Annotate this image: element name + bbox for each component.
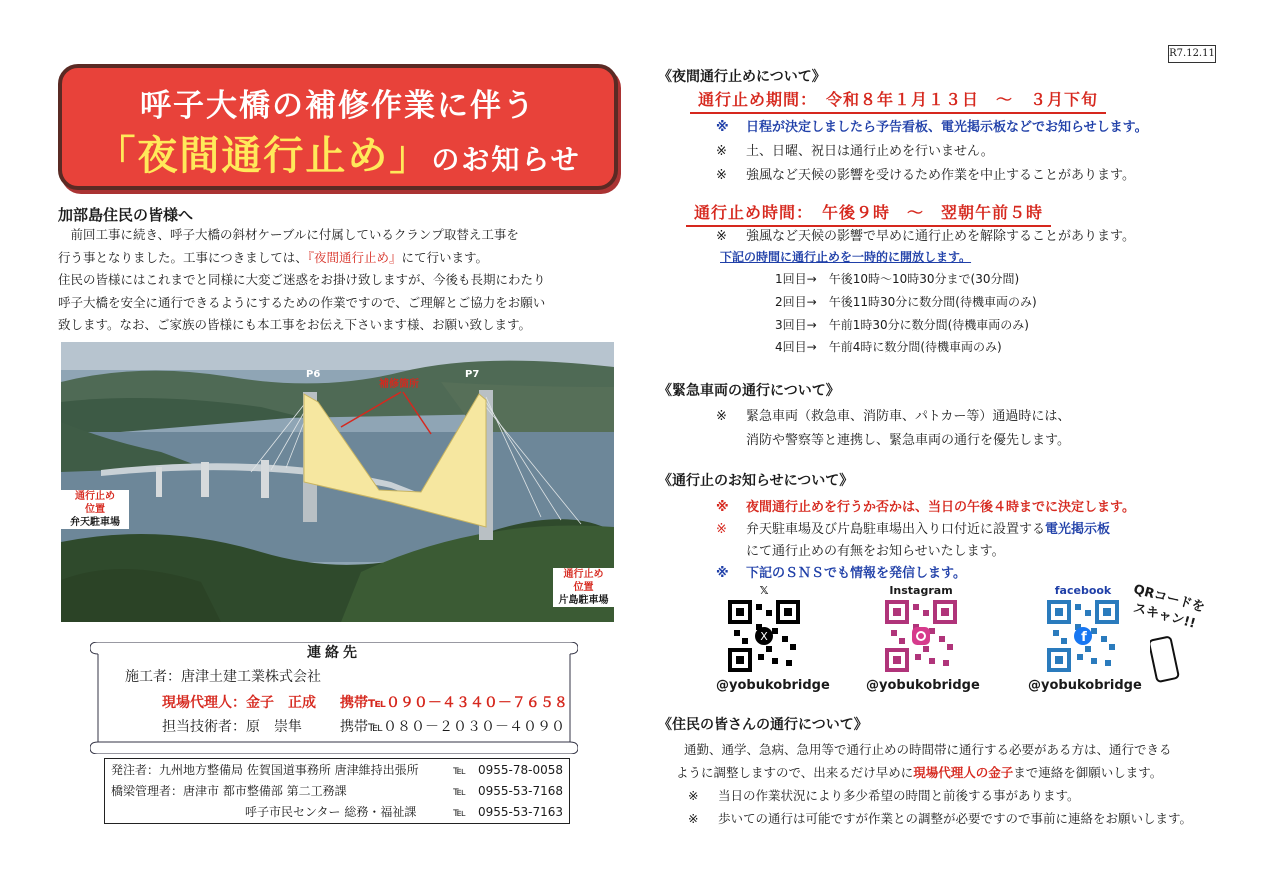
intro-line: 前回工事に続き、呼子大橋の斜材ケーブルに付属しているクランプ取替え工事を (70, 227, 519, 242)
greeting: 加部島住民の皆様へ (58, 206, 194, 224)
contact-box (90, 642, 578, 754)
sns-facebook[interactable] (1028, 584, 1142, 693)
notice-heading: 《通行止のお知らせについて》 (658, 473, 854, 489)
title-line-1: 呼子大橋の補修作業に伴う (140, 88, 536, 124)
left-closure-label: 通行止め 位置 弁天駐車場 (61, 490, 129, 529)
notice-line: ※ 夜間通行止めを行うか否かは、当日の午後４時までに決定します。 (716, 500, 1135, 515)
smartphone-icon (1150, 636, 1180, 686)
svg-text:X: X (760, 630, 768, 643)
issuer-row: 呼子市民センター 総務・福祉課 (245, 805, 417, 819)
residents-note: ※ 当日の作業状況により多少希望の時間と前後する事があります。 (688, 788, 1080, 803)
closure-period: 通行止め期間： 令和８年１月１３日 ～ ３月下旬 (690, 87, 1106, 114)
bridge-photo (61, 342, 614, 622)
scan-prompt: QRコードを スキャン!! (1131, 582, 1207, 632)
night-note: ※ 強風など天候の影響を受けるため作業を中止することがあります。 (716, 168, 1135, 183)
contact-title: 連絡先 (307, 645, 361, 661)
qr-code-facebook[interactable] (1047, 600, 1119, 672)
engineer-tel: 携帯℡０８０－２０３０－４０９０ (340, 719, 566, 735)
sns-x[interactable] (716, 584, 830, 693)
sns-handle: @yobukobridge (716, 678, 830, 693)
title-line-2 (62, 124, 614, 181)
schedule-item: 1回目→ 午後10時～10時30分まで(30分間) (775, 272, 1020, 286)
title-banner (58, 64, 618, 190)
issuer-row: 橋梁管理者：唐津市 都市整備部 第二工務課 (111, 784, 347, 798)
sns-handle: @yobukobridge (866, 678, 980, 693)
title-suffix: のお知らせ (431, 143, 581, 176)
pier-label-p7: P7 (465, 369, 480, 380)
pier-label-p6: P6 (306, 369, 321, 380)
schedule-item: 2回目→ 午後11時30分に数分間(待機車両のみ) (775, 295, 1037, 309)
repair-label: 補修箇所 (379, 379, 419, 390)
schedule-item: 4回目→ 午前4時に数分間(待機車両のみ) (775, 340, 1002, 354)
intro-line: 致します。なお、ご家族の皆様にも本工事をお伝え下さいます様、お願い致します。 (58, 317, 532, 333)
residents-line: ように調整しますので、出来るだけ早めに現場代理人の金子まで連絡を御願いします。 (676, 765, 1163, 780)
schedule-item: 3回目→ 午前1時30分に数分間(待機車両のみ) (775, 318, 1029, 332)
emergency-heading: 《緊急車両の通行について》 (658, 383, 840, 399)
residents-heading: 《住民の皆さんの通行について》 (658, 717, 868, 733)
residents-line: 通勤、通学、急病、急用等で通行止めの時間帯に通行する必要がある方は、通行できる (684, 742, 1172, 757)
intro-line: 行う事となりました。工事につきましては、『夜間通行止め』にて行います。 (58, 249, 489, 265)
right-closure-label: 通行止め 位置 片島駐車場 (553, 568, 614, 607)
qr-code-x[interactable] (728, 600, 800, 672)
intro-text (58, 224, 628, 337)
contractor: 施工者：唐津土建工業株式会社 (125, 669, 321, 685)
date-code: R7.12.11 (1168, 45, 1216, 63)
issuer-tel: ℡ 0955-53-7168 (453, 784, 563, 798)
open-note: 下記の時間に通行止めを一時的に開放します。 (720, 250, 972, 264)
issuer-box (104, 758, 570, 824)
notice-line: ※ 弁天駐車場及び片島駐車場出入り口付近に設置する電光掲示板 (716, 522, 1111, 537)
intro-line: 呼子大橋を安全に通行できるようにするための作業ですので、ご理解とご協力をお願い (58, 294, 546, 310)
issuer-row: 発注者：九州地方整備局 佐賀国道事務所 唐津維持出張所 (111, 763, 419, 777)
x-icon: 𝕏 (759, 584, 769, 597)
qr-code-instagram[interactable] (885, 600, 957, 672)
title-main: 「夜間通行止め」 (95, 133, 432, 179)
facebook-icon: facebook (1054, 584, 1112, 597)
instagram-icon: Instagram (889, 584, 953, 597)
svg-text:f: f (1081, 630, 1087, 645)
emergency-line: ※ 緊急車両（救急車、消防車、パトカー等）通過時には、 (716, 409, 1071, 424)
intro-line: 住民の皆様にはこれまでと同様に大変ご迷惑をお掛け致しますが、今後も長期にわたり (58, 272, 546, 288)
night-note: ※ 日程が決定しましたら予告看板、電光掲示板などでお知らせします。 (716, 120, 1148, 135)
site-agent-tel: 携帯℡０９０－４３４０－７６５８ (340, 695, 568, 711)
sns-handle: @yobukobridge (1028, 678, 1142, 693)
night-closure-heading: 《夜間通行止めについて》 (658, 69, 826, 85)
issuer-tel: ℡ 0955-78-0058 (453, 763, 563, 777)
notice-line: ※ 下記のＳＮＳでも情報を発信します。 (716, 566, 966, 581)
closure-time: 通行止め時間： 午後９時 ～ 翌朝午前５時 (686, 200, 1051, 227)
notice-line: にて通行止めの有無をお知らせいたします。 (746, 544, 1005, 559)
site-agent: 現場代理人：金子 正成 (162, 695, 316, 711)
time-note: ※ 強風など天候の影響で早めに通行止めを解除することがあります。 (716, 229, 1135, 244)
issuer-tel: ℡ 0955-53-7163 (453, 805, 563, 819)
residents-note: ※ 歩いての通行は可能ですが作業との調整が必要ですので事前に連絡をお願いします。 (688, 811, 1193, 826)
night-note: ※ 土、日曜、祝日は通行止めを行いません。 (716, 144, 994, 159)
engineer: 担当技術者：原 崇隼 (162, 719, 302, 735)
emergency-line: 消防や警察等と連携し、緊急車両の通行を優先します。 (746, 433, 1070, 448)
sns-instagram[interactable] (866, 584, 980, 693)
